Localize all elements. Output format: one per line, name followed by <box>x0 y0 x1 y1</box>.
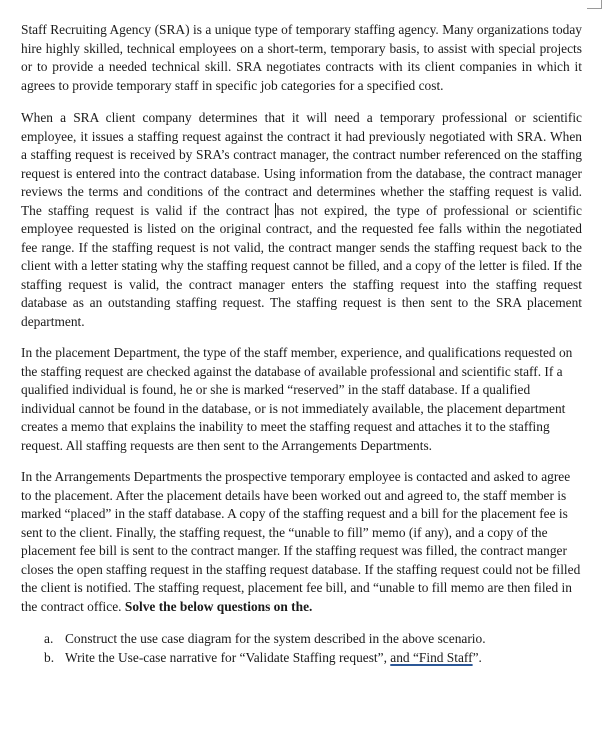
question-text-a: Construct the use case diagram for the system described in the above scenario. <box>65 631 486 646</box>
question-text-b-underlined: and “Find Staff <box>390 649 473 665</box>
document-page <box>21 21 582 667</box>
question-marker-a: a. <box>44 631 54 646</box>
paragraph-placement-department: In the placement Department, the type of the staff member, experience, and qualifications requested on the staffing request are checked against the database of available professional and scientific staff. If a qualified individual is found, he or she is marked “reserved” in the staff database. If a qualified individual cannot be found in the database, or is not immediately available, the placement department creates a memo that explains the inability to meet the staffing request and attaches it to the staffing request. All staffing requests are then sent to the Arrangements Departments. <box>21 345 573 453</box>
paragraph-arrangements-text: In the Arrangements Departments the prospective temporary employee is contacted and asked to agree to the placement. After the placement details have been worked out and agreed to, the staff member is marked “placed” in the staff database. A copy of the staffing request and a bill for the placement fee is sent to the client. Finally, the staffing request, the “unable to fill” memo (if any), and a copy of the placement fee bill is sent to the contract manger. If the staffing request was filled, the contract manger closes the open staffing request in the staffing request database. If the staffing request could not be filled the client is notified. The staffing request, placement fee bill, and “unable to fill memo are then filed in the contract office. <box>21 469 581 614</box>
question-item-b <box>21 649 582 668</box>
paragraph-staffing-request-text-a: When a SRA client company determines that it will need a temporary professional or scientific employee, it issues a staffing request against the contract it had previously negotiated with SRA. When a staffing request is received by SRA’s contract manager, the contract number referenced on the staffing request is entered into the contract database. Using information from the database, the contract manager reviews the terms and conditions of the contract and determines whether the staffing request is valid. The staffing request is valid if the contract <box>21 110 582 218</box>
question-item-a <box>21 630 582 649</box>
question-text-b-start: Write the Use-case narrative for “Validate Staffing request”, <box>65 649 391 665</box>
question-text-b <box>65 650 482 665</box>
question-marker-b: b. <box>44 649 55 665</box>
question-text-b-end: ”. <box>472 649 482 665</box>
question-list <box>21 630 582 667</box>
page-corner-crop-mark <box>587 0 602 9</box>
paragraph-staffing-request-text-b: has not expired, the type of professional or scientific employee requested is listed on the original contract, and the requested fee falls within the negotiated fee range. If the staffing request is not valid, the contract manger sends the staffing request back to the client with a letter stating why the staffing request cannot be filled, and a copy of the letter is filed. If the staffing request is valid, the contract manager enters the staffing request into the staffing request database as an outstanding staffing request. The staffing request is then sent to the SRA placement department. <box>21 202 582 329</box>
paragraph-staffing-request <box>21 109 582 331</box>
paragraph-intro: Staff Recruiting Agency (SRA) is a unique type of temporary staffing agency. Many organizations today hire highly skilled, technical employees on a short-term, temporary basis, to assist with special projects or to provide a needed technical skill. SRA negotiates contracts with its client companies in which it agrees to provide temporary staff in specific job categories for a specified cost. <box>21 22 582 93</box>
paragraph-instruction-bold: Solve the below questions on the. <box>124 598 313 614</box>
paragraph-arrangements-department <box>21 468 582 616</box>
